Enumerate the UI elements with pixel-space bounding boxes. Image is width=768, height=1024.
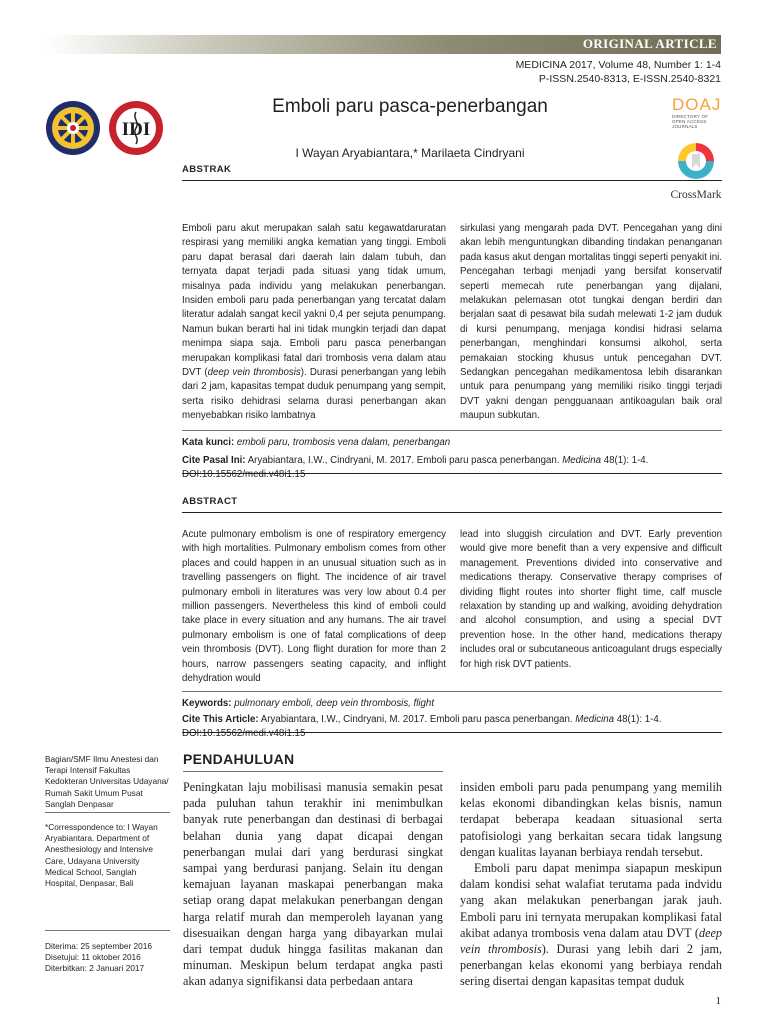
abstrak-end-rule <box>182 473 722 474</box>
abstract-cite-text: Aryabiantara, I.W., Cindryani, M. 2017. Emboli paru pasca penerbangan. <box>260 714 573 725</box>
abstrak-kw-rule <box>182 430 722 431</box>
page-number: 1 <box>715 995 721 1007</box>
correspondence: *Corresspondence to: I Wayan Aryabiantara. Department of Anesthesiology and Intensive Care, Udayana University Medical School, Sanglah Hospital, Denpasar, Bali <box>45 822 158 889</box>
abstract-keywords <box>182 697 722 711</box>
abstract-cite-end: 48(1): 1-4. DOI:10.15562/medi.v48i1.15 <box>182 714 662 739</box>
body-column-2 <box>460 779 722 990</box>
article-type-label: ORIGINAL ARTICLE <box>582 36 717 51</box>
abstract-heading: ABSTRACT <box>182 496 238 507</box>
abstract-col1-text: Acute pulmonary embolism is one of respiratory emergency with high mortalities. Pulmonary embolism comes from other places and could happen in an unusual situation such as in travelling passengers on flight. The incidence of air travel pulmonary emboli in literatures was very low about 0.4 per million passengers. Nevertheless this kind of emboli could take place in every situation and any humans. The air travel pulmonary embolism is one of fatal complications of deep vein thrombosis (DVT). Long flight duration for more than 2 hours, narrow passengers seating capacity, and inflight dehydration would <box>182 529 446 685</box>
journal-volume: MEDICINA 2017, Volume 48, Number 1: 1-4 <box>515 59 721 71</box>
abstract-rule <box>182 512 722 513</box>
abstrak-keywords <box>182 436 722 450</box>
abstrak-kw-text: emboli paru, trombosis vena dalam, penerbangan <box>236 437 451 448</box>
crossmark-badge[interactable] <box>666 140 726 201</box>
abstract-cite-journal: Medicina <box>575 714 615 725</box>
pendahuluan-heading: PENDAHULUAN <box>183 751 295 767</box>
journal-meta <box>516 58 721 86</box>
journal-issn: P-ISSN.2540-8313, E-ISSN.2540-8321 <box>538 73 721 85</box>
header-bar <box>45 35 721 54</box>
abstrak-column-1: Emboli paru akut merupakan salah satu kegawatdaruratan respirasi yang memiliki angka kematian yang tinggi. Emboli paru dapat berasal dari daerah lain dalam tubuh, dan ternyata dapat terjadi pada situasi yang tidak umum, misalnya pada individu yang melakukan penerbangan. Insiden emboli paru pada penerbangan yang tercatat dalam literatur adalah sangat kecil yakni 0,4 per sejuta penumpang. Namun bukan berarti hal ini tidak mungkin terjadi dan dapat menimpa siapa saja. Emboli paru pasca penerbangan merupakan komplikasi fatal dari trombosis vena dalam atau DVT (deep vein thrombosis). Durasi penerbangan yang lebih dari 2 jam, kapasitas tempat duduk penumpang yang sempit, serta risiko dehidrasi selama durasi penerbangan akan menyebabkan risiko lambatnya <box>182 223 446 422</box>
abstrak-cite-journal: Medicina <box>562 455 601 466</box>
body-col2-p2 <box>460 860 722 990</box>
idi-logo-text: IDI <box>121 119 151 140</box>
abstract-kw-label: Keywords: <box>182 698 232 709</box>
doaj-logo-text: DOAJ <box>672 95 722 114</box>
article-dates <box>45 941 170 975</box>
abstrak-column-2 <box>460 222 722 424</box>
doaj-badge[interactable] <box>672 96 722 129</box>
abstrak-rule <box>182 180 722 181</box>
abstrak-cite-end: 48(1): 1-4. DOI:10.15562/medi.v48i1.15 <box>182 455 649 480</box>
pendahuluan-rule <box>183 771 443 772</box>
abstract-cite-label: Cite This Article: <box>182 714 259 725</box>
abstrak-cite <box>182 454 722 482</box>
affiliation: Bagian/SMF Ilmu Anestesi dan Terapi Intensif Fakultas Kedokteran Universitas Udayana/ Rumah Sakit Umum Pusat Sanglah Denpasar <box>45 754 169 809</box>
sidebar-rule-2 <box>45 930 170 931</box>
crossmark-icon <box>675 140 717 182</box>
body-col1-text: Peningkatan laju mobilisasi manusia semakin pesat pada puluhan tahun terakhir ini menimbulkan banyak rute penerbangan dan destinasi di berbagai belahan dunia yang dapat dicapai dengan penerbangan mulai dari yang berdurasi singkat sampai yang berdurasi panjang. Selain itu dengan kemajuan layanan maskapai penerbangan maka setiap orang dapat melakukan penerbangan dengan harga relatif murah dan memperoleh layanan yang disesuaikan dengan harga yang dibayarkan mulai dari tempat duduk hingga fasilitas makanan dan minuman. Meskipun belum terdapat angka pasti akan adanya signifikansi data perbedaan antara <box>183 780 443 989</box>
article-authors: I Wayan Aryabiantara,* Marilaeta Cindryani <box>295 146 525 160</box>
abstrak-col1-text: Emboli paru akut merupakan salah satu kegawatdaruratan respirasi yang memiliki angka kematian yang tinggi. Emboli paru dapat berasal dari daerah lain dalam tubuh, dan ternyata dapat terjadi pada situasi yang tidak umum, misalnya pada individu yang melakukan penerbangan. Insiden emboli paru pada penerbangan yang tercatat dalam literatur adalah sangat kecil yakni 0,4 per sejuta penumpang. Namun bukan berarti hal ini tidak mungkin terjadi dan dapat menimpa siapa saja. Emboli paru pasca penerbangan merupakan komplikasi fatal dari trombosis vena dalam atau DVT <box>182 223 446 379</box>
abstrak-kw-label: Kata kunci: <box>182 437 235 448</box>
body-col2-p2-text: Emboli paru dapat menimpa siapapun meskipun dalam kondisi sehat walafiat terutama pada indvidu yang akan melakukan penerbangan jarak jauh. Emboli paru ini ternyata merupakan komplikasi fatal akibat adanya trombosis vena dalam atau DVT ( <box>460 861 722 940</box>
date-accepted: Disetujui: 11 oktober 2016 <box>45 952 141 963</box>
abstrak-col1-end: ). Durasi penerbangan yang lebih dari 2 jam, kapasitas tempat duduk penumpang yang sempit, serta risiko dehidrasi selama durasi penerbangan akan menyebabkan risiko lambatnya <box>182 367 446 422</box>
idi-logo-icon <box>108 100 164 156</box>
sidebar-rule-1 <box>45 812 170 813</box>
body-col2-p1: insiden emboli paru pada penumpang yang memilih kelas ekonomi dibandingkan kelas bisnis, namun terdapat beberapa keadaan situasional serta patofisiologi yang berkaitan secara tidak langsung dengan kualitas layanan berbiaya rendah tersebut. <box>460 780 722 859</box>
udayana-logo-icon <box>45 100 101 156</box>
abstrak-col2-text: sirkulasi yang mengarah pada DVT. Pencegahan yang dini akan lebih menguntungkan dibanding tindakan penanganan pada kasus akut dengan mortalitas tinggi seperti penyakit ini. Pencegahan terbagi menjadi yang bersifat konservatif seperti memecah rute penerbangan yang dijalani, melakukan pelemasan otot tungkai dengan berdiri dan berjalan saat di pesawat bila sudah melewati 1-2 jam duduk di kursi penumpang, menjaga kondisi hidrasi selama penerbangan, menghindari konsumsi alkohol, serta pemakaian stocking khusus untuk pencegahan DVT. Sedangkan pencegahan medikamentosa lebih disarankan untuk para penumpang yang memiliki risiko tinggi terjadi DVT yakni dengan pengguanaan antikoagulan baik oral maupun subkutan. <box>460 223 722 422</box>
abstract-kw-rule <box>182 691 722 692</box>
article-title: Emboli paru pasca-penerbangan <box>272 96 548 117</box>
abstrak-cite-label: Cite Pasal Ini: <box>182 455 246 466</box>
abstract-col2-text: lead into sluggish circulation and DVT. Early prevention would give more benefit than a very expensive and difficult management. Preventions divided into conservative and medications therapy. Conservative therapy comprises of dividing flight routes into shorter flight time, calf muscle relaxation by standing up and walking, avoiding dehydration and alcohol consumption, and using a special DVT prevention hose. In the other hand, medications therapy includes oral or subcutaneous anticoagulant drugs especially for high risk DVT patients. <box>460 529 722 670</box>
date-published: Diterbitkan: 2 Januari 2017 <box>45 963 145 974</box>
abstract-column-2 <box>460 528 722 672</box>
doaj-subtitle-1: DIRECTORY OF <box>672 114 709 119</box>
abstrak-cite-text: Aryabiantara, I.W., Cindryani, M. 2017. Emboli paru pasca penerbangan. <box>247 455 560 466</box>
abstract-kw-text: pulmonary emboli, deep vein thrombosis, flight <box>234 698 435 709</box>
doaj-subtitle-2: OPEN ACCESS <box>672 119 707 124</box>
abstrak-heading: ABSTRAK <box>182 164 232 175</box>
body-column-1 <box>183 779 443 990</box>
abstract-cite <box>182 713 722 741</box>
body-col2-italic: deep vein thrombosis <box>460 925 722 957</box>
date-received: Diterima: 25 september 2016 <box>45 941 152 951</box>
body-col2-p2-end: ). Durasi yang lebih dari 2 jam, penerbangan kelas ekonomi yang berbiaya rendah sering disertai dengan kapasitas tempat duduk <box>460 942 722 989</box>
crossmark-label: CrossMark <box>670 189 722 201</box>
abstract-end-rule <box>182 732 722 733</box>
doaj-subtitle-3: JOURNALS <box>672 124 698 129</box>
abstrak-col1-italic: deep vein thrombosis <box>207 367 301 379</box>
abstract-column-1 <box>182 528 446 686</box>
